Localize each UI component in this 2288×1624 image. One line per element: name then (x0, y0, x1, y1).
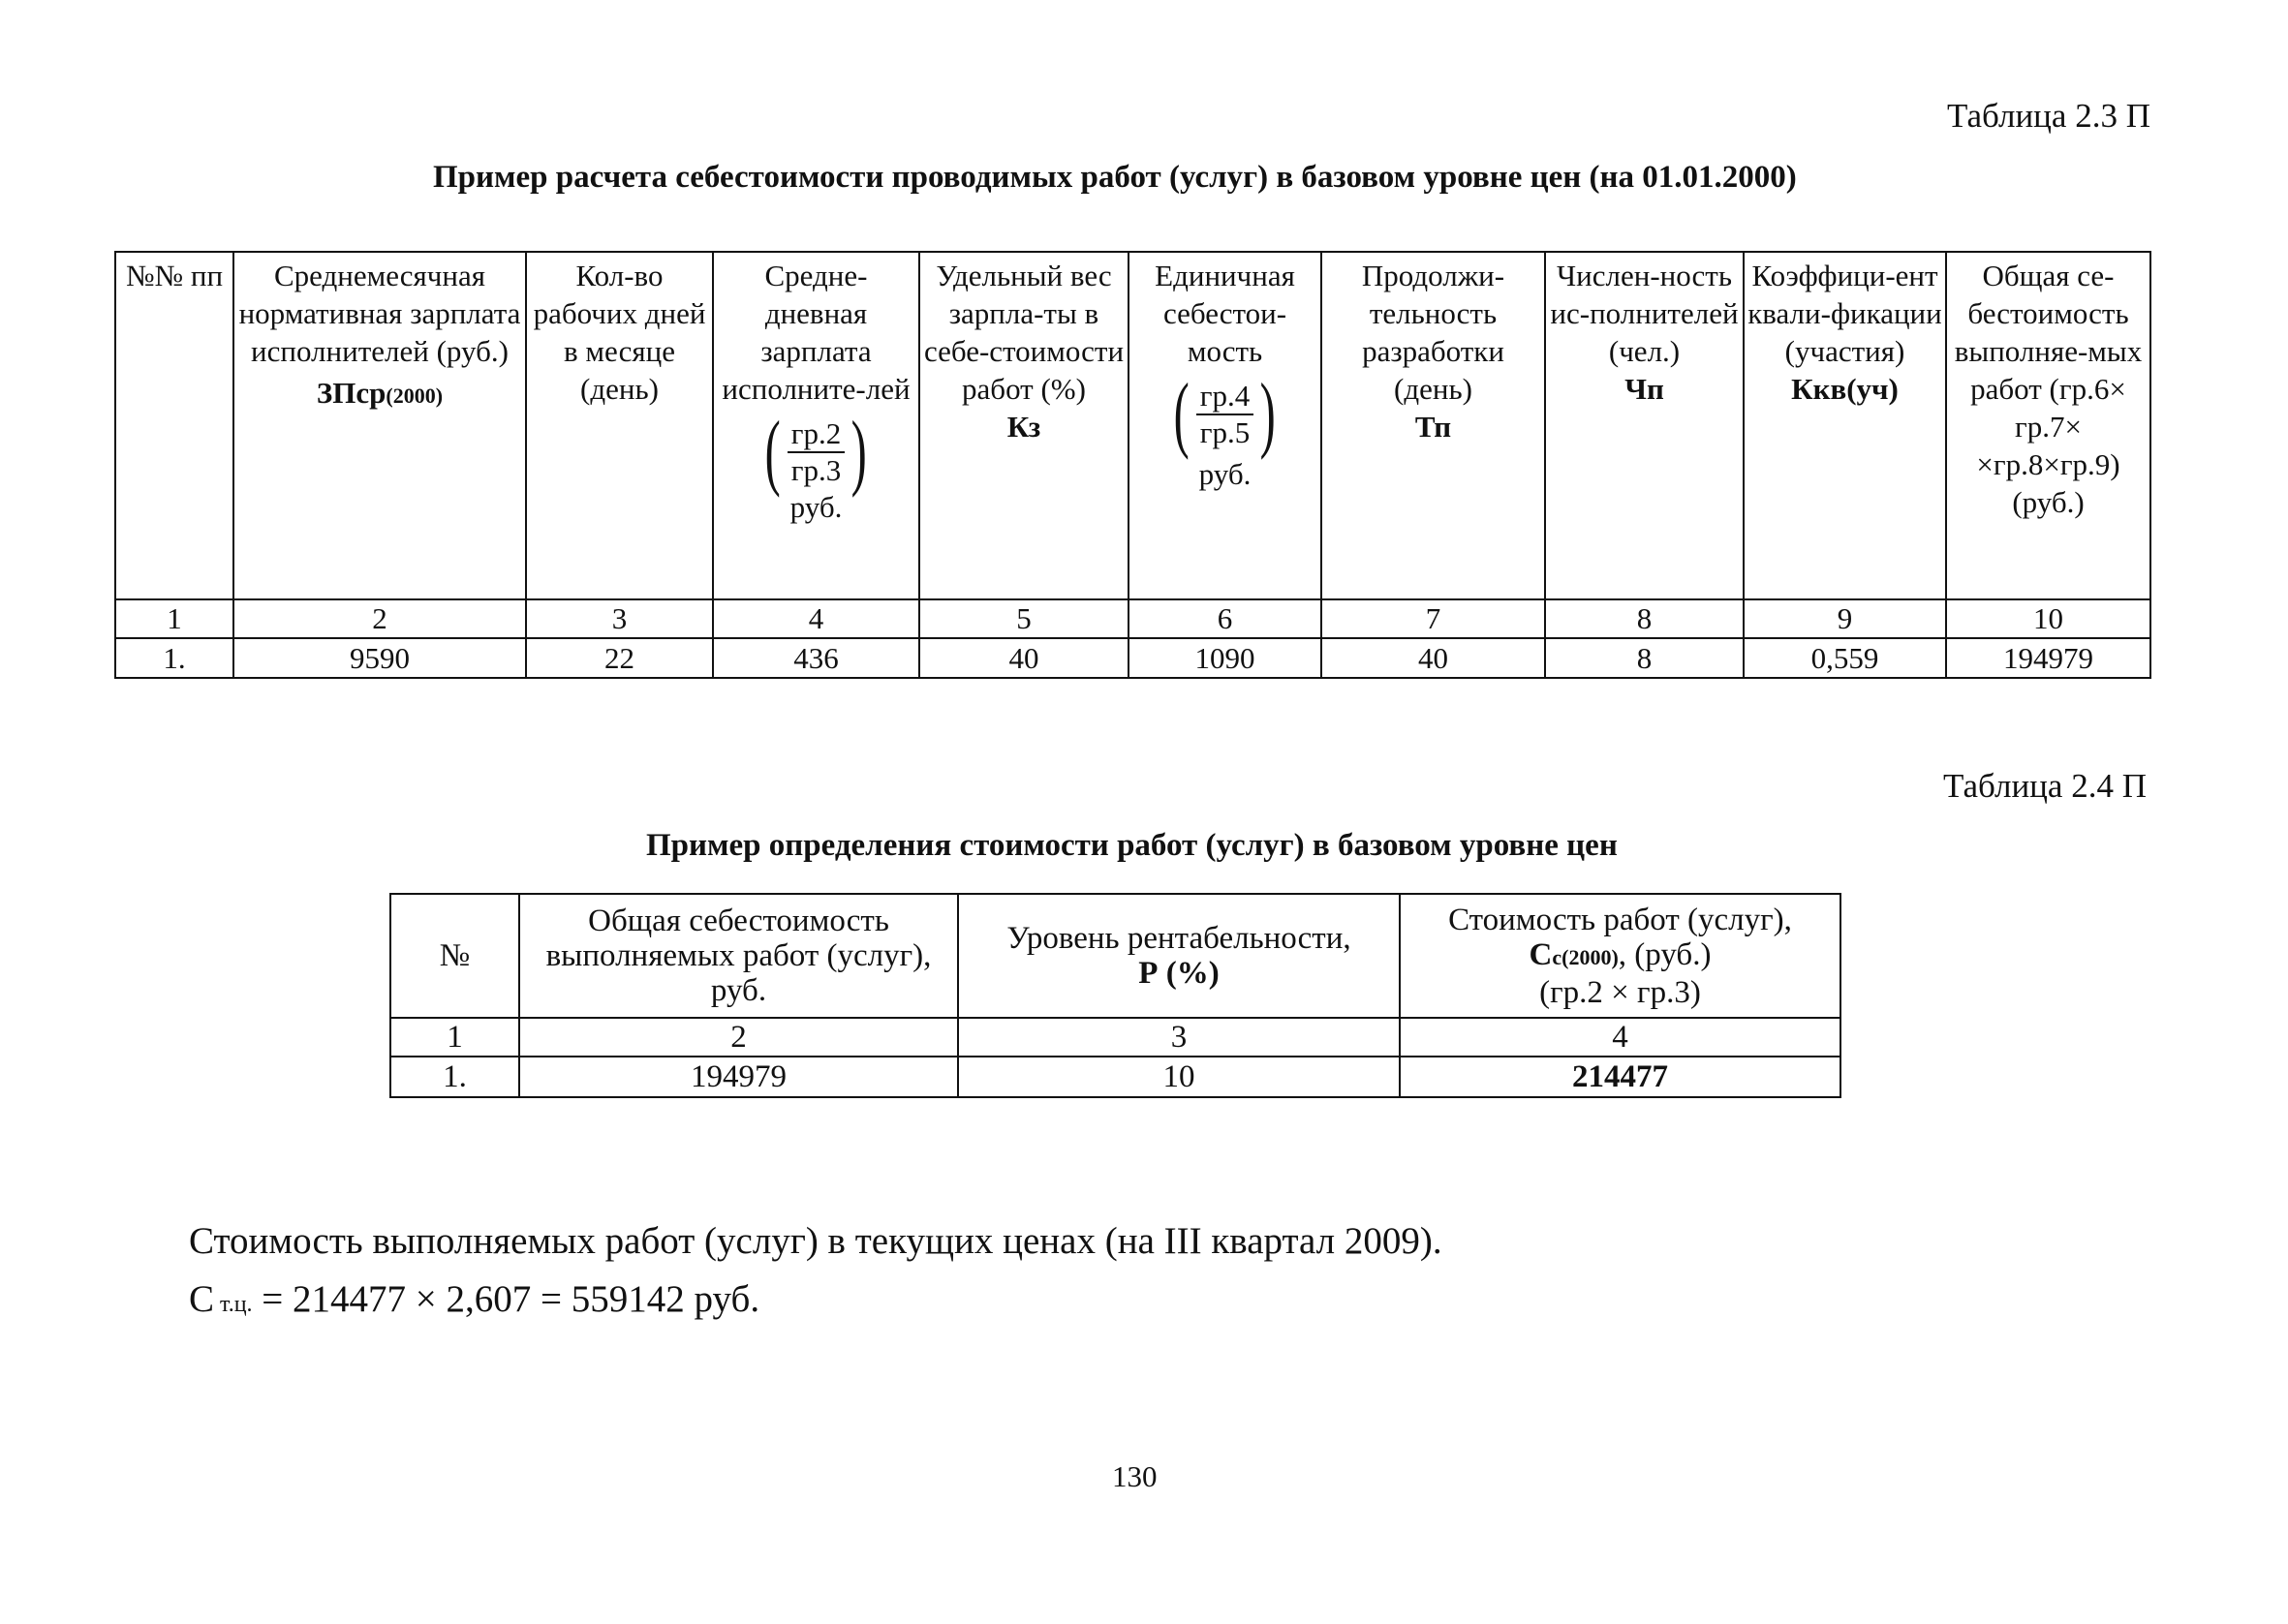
symbol: Кз (1006, 410, 1041, 444)
table2-title: Пример определения стоимости работ (услуг) в базовом уровне цен (646, 828, 1618, 863)
header-text: Единичная себестои-мость (1155, 259, 1295, 368)
unit: руб. (789, 490, 843, 524)
col-total-cost-header: Общая се-бестоимость выполняе-мых работ (гр.6× гр.7× ×гр.8×гр.9) (руб.) (1946, 252, 2150, 599)
cost-calculation-table (114, 251, 2151, 679)
table-cell: 0,559 (1744, 638, 1946, 678)
table-cell: 194979 (1946, 638, 2150, 678)
col-avg-monthly-salary-header (233, 252, 526, 599)
column-number: 4 (713, 599, 919, 638)
col-unit-cost-header (1129, 252, 1321, 599)
table-cell: 40 (919, 638, 1129, 678)
formula-symbol: С (189, 1278, 215, 1320)
fraction-numerator: гр.4 (1196, 379, 1253, 415)
table-cell: 194979 (519, 1057, 958, 1097)
table-cell: 10 (958, 1057, 1400, 1097)
col-work-cost-header (1400, 894, 1840, 1018)
fraction-denominator: гр.5 (1199, 415, 1251, 449)
column-number: 2 (233, 599, 526, 638)
header-row (115, 252, 2150, 599)
table2-label: Таблица 2.4 П (1943, 767, 2147, 805)
column-number: 8 (1545, 599, 1744, 638)
symbol: Р (%) (1138, 956, 1220, 991)
column-number: 3 (526, 599, 713, 638)
col-number-header: № (390, 894, 519, 1018)
col-headcount-header (1545, 252, 1744, 599)
column-number: 4 (1400, 1018, 1840, 1057)
table1-label: Таблица 2.3 П (1947, 97, 2150, 135)
fraction: ( $\frac{гр.4}{гр.5}$ ) (1174, 367, 1276, 461)
column-number: 9 (1744, 599, 1946, 638)
fraction-numerator: гр.2 (788, 416, 845, 453)
symbol: Чп (1624, 372, 1664, 406)
header-text: Стоимость работ (услуг), (1448, 902, 1792, 937)
column-number-row (115, 599, 2150, 638)
table-cell: 1090 (1129, 638, 1321, 678)
header-text: Удельный вес зарпла-ты в себе-стоимости работ (%) (923, 259, 1125, 406)
fraction: ( $\frac{гр.2}{гр.3}$ ) (765, 405, 867, 499)
col-qualification-coefficient-header (1744, 252, 1946, 599)
column-number-row (390, 1018, 1840, 1057)
header-text: Числен-ность ис-полнителей (чел.) (1550, 259, 1739, 368)
column-number: 1 (115, 599, 233, 638)
col-daily-salary-header (713, 252, 919, 599)
col-profitability-header (958, 894, 1400, 1018)
column-number: 2 (519, 1018, 958, 1057)
table-cell: 436 (713, 638, 919, 678)
unit: руб. (1198, 457, 1252, 491)
header-text: Средне-дневная зарплата исполните-лей (722, 259, 911, 406)
header-text: Среднемесячная нормативная зарплата исполнителей (руб.) (238, 259, 521, 368)
table1-title: Пример расчета себестоимости проводимых работ (услуг) в базовом уровне цен (на 01.01.2000) (433, 160, 1797, 195)
symbol: ЗПср(2000) (316, 376, 444, 410)
header-formula: (гр.2 × гр.3) (1539, 974, 1701, 1010)
symbol: Ккв(уч) (1791, 372, 1899, 406)
column-number: 5 (919, 599, 1129, 638)
fraction-denominator: гр.3 (790, 453, 842, 487)
table-cell: 1. (390, 1057, 519, 1097)
header-text: Уровень рентабельности, (1006, 921, 1351, 956)
header-text: Коэффици-ент квали-фикации (участия) (1747, 259, 1942, 368)
column-number: 7 (1321, 599, 1545, 638)
table-row (115, 638, 2150, 678)
table-cell: 22 (526, 638, 713, 678)
column-number: 10 (1946, 599, 2150, 638)
symbol: Тп (1414, 410, 1452, 444)
header-row (390, 894, 1840, 1018)
column-number: 6 (1129, 599, 1321, 638)
formula-expression: = 214477 × 2,607 = 559142 руб. (252, 1278, 760, 1320)
column-number: 3 (958, 1018, 1400, 1057)
table-row (390, 1057, 1840, 1097)
col-total-cost-header: Общая себестоимость выполняемых работ (услуг), руб. (519, 894, 958, 1018)
current-price-formula (189, 1277, 759, 1321)
col-duration-header (1321, 252, 1545, 599)
table-cell: 40 (1321, 638, 1545, 678)
col-work-days-header: Кол-во рабочих дней в месяце (день) (526, 252, 713, 599)
column-number: 1 (390, 1018, 519, 1057)
table-cell: 8 (1545, 638, 1744, 678)
table-cell: 9590 (233, 638, 526, 678)
formula-subscript: т.ц. (220, 1292, 253, 1317)
current-price-heading: Стоимость выполняемых работ (услуг) в текущих ценах (на III квартал 2009). (189, 1220, 1442, 1262)
table-cell: 1. (115, 638, 233, 678)
page-number: 130 (1112, 1459, 1158, 1493)
header-symbol-line: Сс(2000), (руб.) (1529, 936, 1712, 972)
table-cell: 214477 (1400, 1057, 1840, 1097)
col-salary-share-header (919, 252, 1129, 599)
cost-determination-table (389, 893, 1841, 1098)
col-number-header: №№ пп (115, 252, 233, 599)
header-text: Продолжи-тельность разработки (день) (1361, 259, 1505, 406)
